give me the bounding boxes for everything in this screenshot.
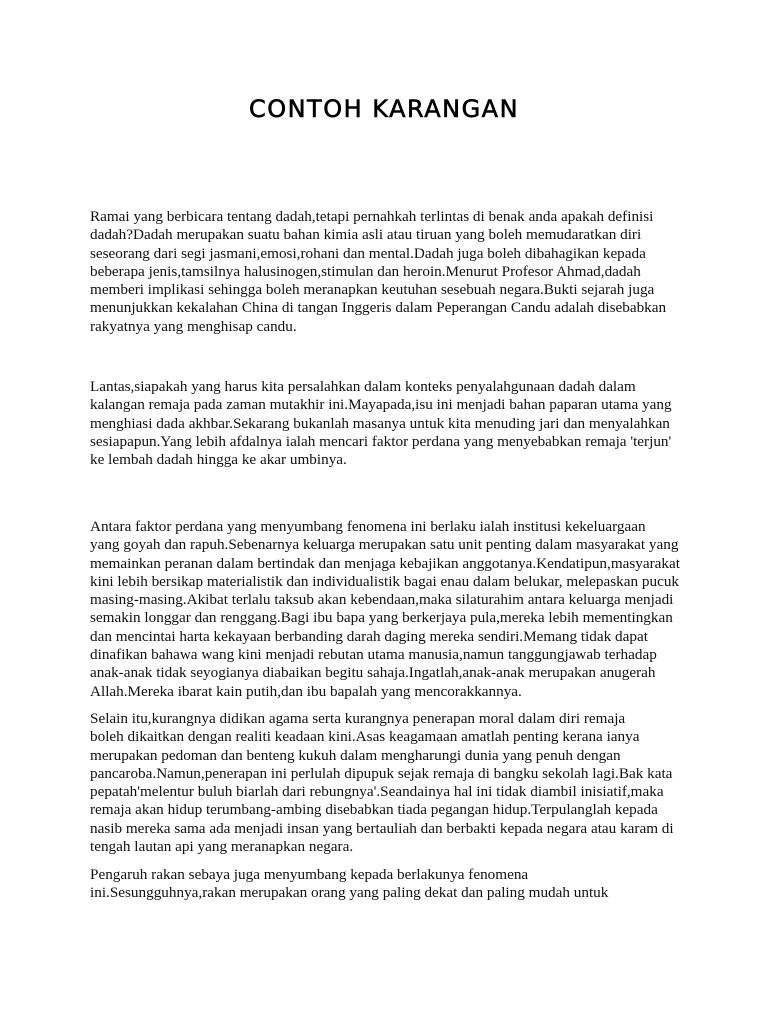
- paragraph-peer-factor: Pengaruh rakan sebaya juga menyumbang kepada berlakunya fenomena ini.Sesungguhnya,rakan merupakan orang yang paling dekat dan paling mudah untuk: [90, 866, 609, 902]
- paragraph-religion-factor: Selain itu,kurangnya didikan agama serta kurangnya penerapan moral dalam diri remaja boleh dikaitkan dengan realiti keadaan kini.Asas keagamaan amatlah penting kerana ianya merupakan pedoman dan benteng kukuh dalam mengharungi dunia yang penuh dengan pancaroba.Namun,penerapan ini perlulah dipupuk sejak remaja di bangku sekolah lagi.Bak kata pepatah'melentur buluh biarlah dari rebungnya'.Seandainya hal ini tidak diambil inisiatif,maka remaja akan hidup terumbang-ambing disebabkan tiada pegangan hidup.Terpulanglah kepada nasib mereka sama ada menjadi insan yang bertauliah dan berbakti kepada negara atau karam di tengah lautan api yang meranapkan negara.: [90, 710, 674, 856]
- paragraph-introduction: Ramai yang berbicara tentang dadah,tetapi pernahkah terlintas di benak anda apakah definisi dadah?Dadah merupakan suatu bahan kimia asli atau tiruan yang boleh memudaratkan diri seseorang dari segi jasmani,emosi,rohani dan mental.Dadah juga boleh dibahagikan kepada beberapa jenis,tamsilnya halusinogen,stimulan dan heroin.Menurut Profesor Ahmad,dadah memberi implikasi sehingga boleh meranapkan keutuhan sesebuah negara.Bukti sejarah juga menunjukkan kekalahan China di tangan Inggeris dalam Peperangan Candu adalah disebabkan rakyatnya yang menghisap candu.: [90, 208, 667, 335]
- page-title: CONTOH KARANGAN: [248, 95, 520, 123]
- paragraph-family-factor: Antara faktor perdana yang menyumbang fenomena ini berlaku ialah institusi kekeluargaan yang goyah dan rapuh.Sebenarnya keluarga merupakan satu unit penting dalam masyarakat yang memainkan peranan dalam bertindak dan menjaga kebajikan anggotanya.Kendatipun,masyarakat kini lebih bersikap materialistik dan individualistik bagai enau dalam belukar, melepaskan pucuk masing-masing.Akibat terlalu taksub akan kebendaan,maka silaturahim antara keluarga menjadi semakin longgar dan renggang.Bagi ibu bapa yang berkerjaya pula,mereka lebih mementingkan dan mencintai harta kekayaan berbanding darah daging mereka sendiri.Memang tidak dapat dinafikan bahawa wang kini menjadi rebutan utama manusia,namun tanggungjawab terhadap anak-anak tidak seyogianya diabaikan begitu sahaja.Ingatlah,anak-anak merupakan anugerah Allah.Mereka ibarat kain putih,dan ibu bapalah yang mencorakkannya.: [90, 518, 680, 700]
- paragraph-context: Lantas,siapakah yang harus kita persalahkan dalam konteks penyalahgunaan dadah dalam kalangan remaja pada zaman mutakhir ini.Mayapada,isu ini menjadi bahan paparan utama yang menghiasi dada akhbar.Sekarang bukanlah masanya untuk kita menuding jari dan menyalahkan sesiapapun.Yang lebih afdalnya ialah mencari faktor perdana yang menyebabkan remaja 'terjun' ke lembah dadah hingga ke akar umbinya.: [90, 378, 672, 469]
